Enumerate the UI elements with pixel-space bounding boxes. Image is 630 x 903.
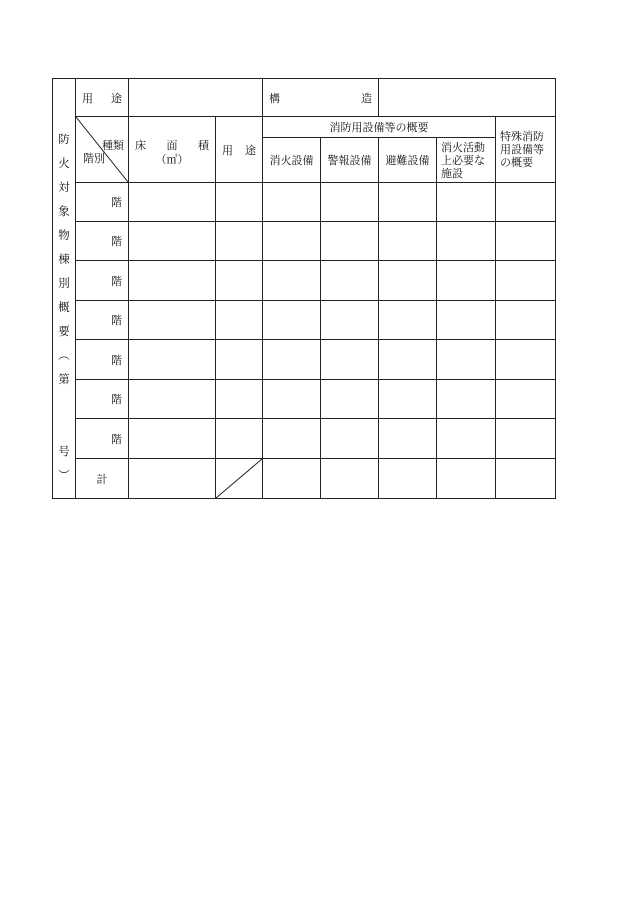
fire-extinguishing-cell[interactable] — [263, 222, 321, 261]
usage-cell[interactable] — [216, 261, 263, 301]
fire-object-summary-form — [52, 78, 555, 497]
fire-extinguishing-cell[interactable] — [263, 261, 321, 301]
alarm-equipment-header: 警報設備 — [321, 138, 379, 183]
floor-area-cell[interactable] — [129, 340, 216, 380]
evacuation-cell[interactable] — [379, 301, 437, 340]
firefighting-facility-line-1: 消火活動 — [441, 140, 485, 154]
alarm-cell[interactable] — [321, 261, 379, 301]
summary-table — [52, 78, 556, 499]
fire-extinguishing-cell[interactable] — [263, 183, 321, 222]
firefighting-facility-line-3: 施設 — [441, 166, 463, 180]
firefighting-facility-cell[interactable] — [437, 301, 496, 340]
equipment-group-header: 消防用設備等の概要 — [263, 117, 496, 138]
total-fire-extinguishing-cell[interactable] — [263, 459, 321, 499]
usage-label-char-2: 途 — [111, 91, 122, 105]
special-equipment-line-2: 用設備等 — [500, 143, 544, 156]
floor-area-unit: （㎡） — [155, 153, 189, 166]
total-floor-area-cell[interactable] — [129, 459, 216, 499]
fire-extinguishing-header: 消火設備 — [263, 138, 321, 183]
structure-value-cell[interactable] — [379, 79, 556, 117]
floor-area-cell[interactable] — [129, 183, 216, 222]
evacuation-cell[interactable] — [379, 419, 437, 459]
floor-area-cell[interactable] — [129, 419, 216, 459]
special-equipment-cell[interactable] — [496, 301, 556, 340]
usage-cell[interactable] — [216, 340, 263, 380]
firefighting-facility-cell[interactable] — [437, 183, 496, 222]
fire-extinguishing-cell[interactable] — [263, 301, 321, 340]
floor-area-char-2: 面 — [166, 139, 178, 152]
table-row — [53, 222, 556, 261]
special-equipment-line-1: 特殊消防 — [500, 130, 544, 143]
floor-area-char-3: 積 — [198, 139, 209, 152]
evacuation-cell[interactable] — [379, 380, 437, 419]
floor-label: 階別 — [83, 152, 105, 165]
firefighting-facility-cell[interactable] — [437, 380, 496, 419]
evacuation-cell[interactable] — [379, 340, 437, 380]
usage-value-cell[interactable] — [129, 79, 263, 117]
firefighting-facility-cell[interactable] — [437, 261, 496, 301]
total-row — [53, 459, 556, 499]
firefighting-facility-cell[interactable] — [437, 340, 496, 380]
floor-row-label: 階 — [76, 340, 129, 380]
alarm-cell[interactable] — [321, 183, 379, 222]
firefighting-facility-header — [437, 138, 496, 183]
floor-row-label: 階 — [76, 222, 129, 261]
special-equipment-cell[interactable] — [496, 261, 556, 301]
special-equipment-line-3: の概要 — [500, 156, 533, 169]
table-row — [53, 419, 556, 459]
floor-area-cell[interactable] — [129, 261, 216, 301]
floor-area-cell[interactable] — [129, 301, 216, 340]
evacuation-cell[interactable] — [379, 261, 437, 301]
special-equipment-cell[interactable] — [496, 222, 556, 261]
table-row — [53, 380, 556, 419]
kind-floor-header — [76, 117, 129, 183]
evacuation-equipment-header: 避難設備 — [379, 138, 437, 183]
special-equipment-header — [496, 117, 556, 183]
structure-label-char-2: 造 — [361, 91, 372, 105]
firefighting-facility-cell[interactable] — [437, 222, 496, 261]
total-firefighting-facility-cell[interactable] — [437, 459, 496, 499]
table-row — [53, 340, 556, 380]
floor-area-cell[interactable] — [129, 222, 216, 261]
total-alarm-cell[interactable] — [321, 459, 379, 499]
table-row — [53, 301, 556, 340]
firefighting-facility-line-2: 上必要な — [441, 153, 485, 167]
floor-area-header — [129, 117, 216, 183]
usage-col-char-1: 用 — [222, 143, 233, 157]
evacuation-cell[interactable] — [379, 183, 437, 222]
usage-label-char-1: 用 — [82, 91, 93, 105]
fire-extinguishing-cell[interactable] — [263, 340, 321, 380]
alarm-cell[interactable] — [321, 301, 379, 340]
table-row — [53, 183, 556, 222]
total-evacuation-cell[interactable] — [379, 459, 437, 499]
structure-label-cell — [263, 79, 379, 117]
structure-label-char-1: 構 — [269, 91, 280, 105]
fire-extinguishing-cell[interactable] — [263, 380, 321, 419]
firefighting-facility-cell[interactable] — [437, 419, 496, 459]
total-special-equipment-cell[interactable] — [496, 459, 556, 499]
floor-area-char-1: 床 — [135, 139, 146, 152]
usage-cell[interactable] — [216, 222, 263, 261]
alarm-cell[interactable] — [321, 380, 379, 419]
total-diagonal — [216, 459, 262, 498]
usage-cell[interactable] — [216, 301, 263, 340]
usage-cell[interactable] — [216, 183, 263, 222]
floor-row-label: 階 — [76, 183, 129, 222]
usage-col-header — [216, 117, 263, 183]
total-label: 計 — [76, 459, 129, 499]
special-equipment-cell[interactable] — [496, 340, 556, 380]
table-row — [53, 261, 556, 301]
fire-extinguishing-cell[interactable] — [263, 419, 321, 459]
alarm-cell[interactable] — [321, 222, 379, 261]
special-equipment-cell[interactable] — [496, 183, 556, 222]
alarm-cell[interactable] — [321, 419, 379, 459]
floor-row-label: 階 — [76, 419, 129, 459]
usage-label-cell — [76, 79, 129, 117]
floor-area-cell[interactable] — [129, 380, 216, 419]
usage-cell[interactable] — [216, 380, 263, 419]
side-title-cell — [53, 79, 76, 499]
special-equipment-cell[interactable] — [496, 419, 556, 459]
special-equipment-cell[interactable] — [496, 380, 556, 419]
alarm-cell[interactable] — [321, 340, 379, 380]
side-title: 防火対象物棟別概要（第 号） — [57, 133, 71, 493]
floor-row-label: 階 — [76, 380, 129, 419]
evacuation-cell[interactable] — [379, 222, 437, 261]
kind-label: 種類 — [102, 139, 124, 152]
total-usage-crossed-cell — [216, 459, 263, 499]
floor-row-label: 階 — [76, 301, 129, 340]
usage-col-char-2: 途 — [245, 143, 256, 157]
floor-row-label: 階 — [76, 261, 129, 301]
usage-cell[interactable] — [216, 419, 263, 459]
